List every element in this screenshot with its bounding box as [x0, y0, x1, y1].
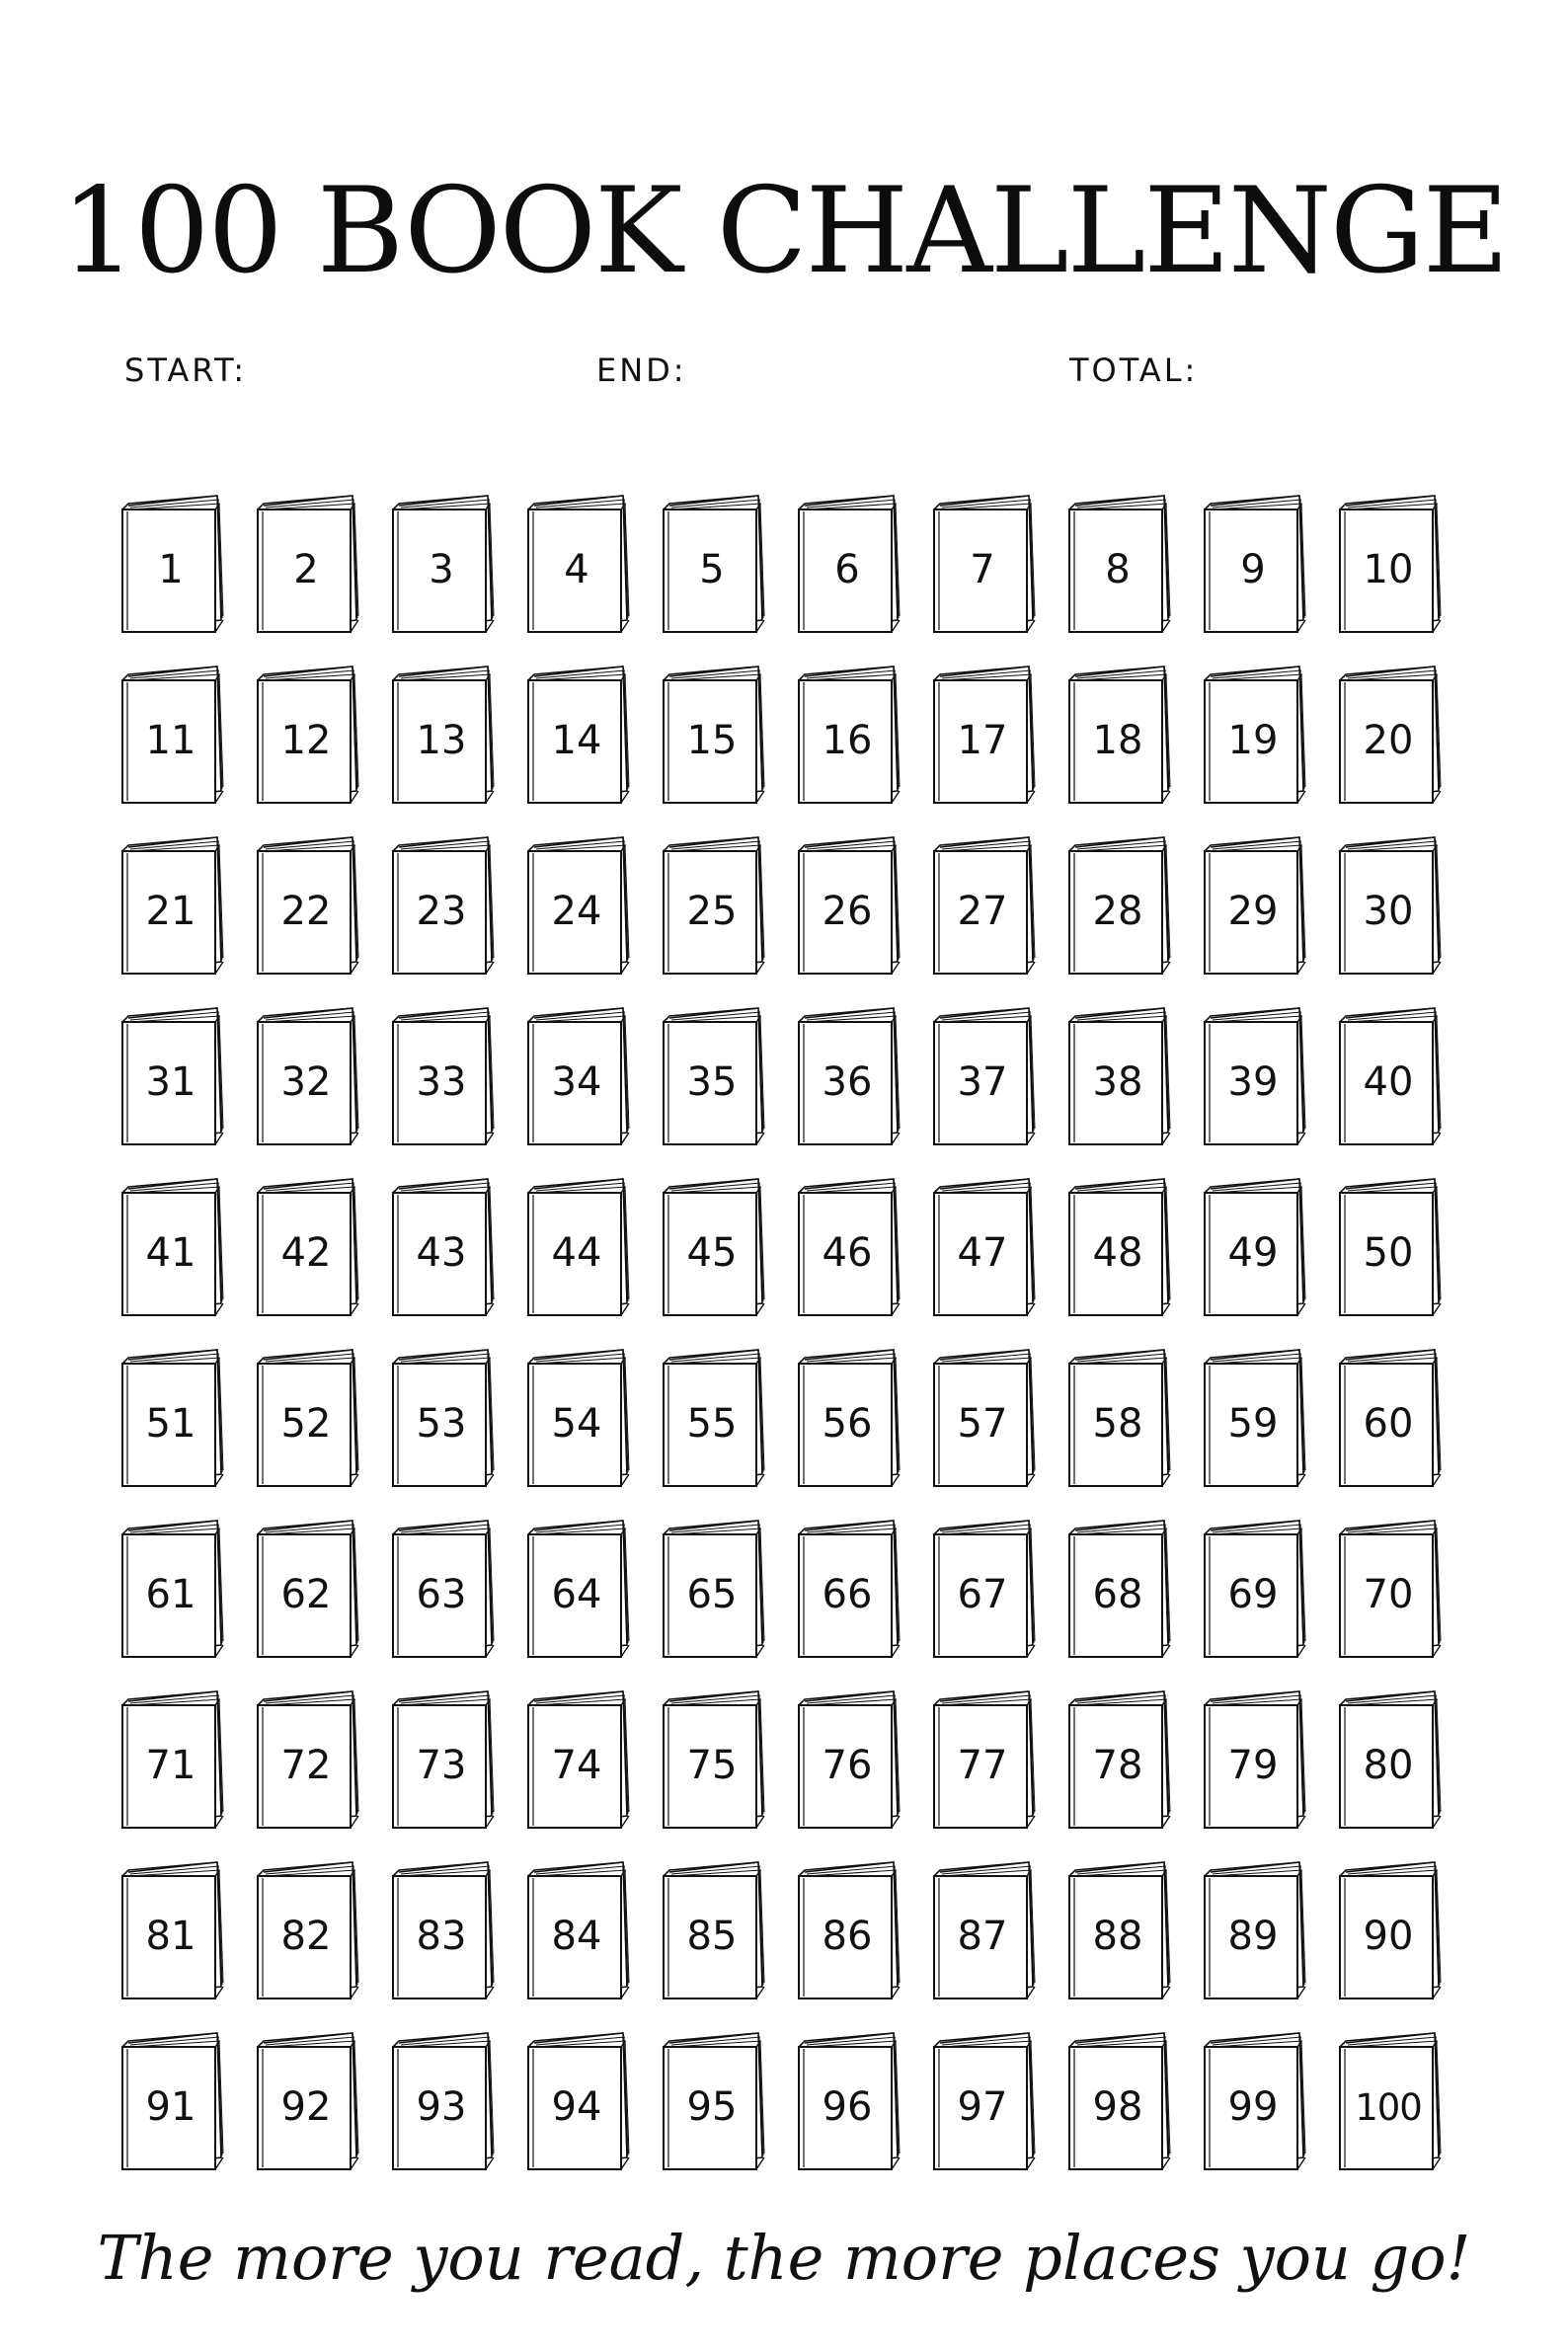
- book-cell: [1336, 1860, 1447, 2000]
- book-number: 2: [293, 547, 319, 592]
- book-number: 18: [1092, 718, 1143, 763]
- book-cell: [524, 2031, 635, 2171]
- book-number: 25: [686, 889, 738, 934]
- book-cell: [1201, 1177, 1311, 1317]
- book-cell: [795, 1348, 905, 1488]
- book-number: 57: [957, 1401, 1008, 1447]
- book-number: 29: [1227, 889, 1279, 934]
- book-grid: [118, 494, 1461, 2192]
- book-cell: [1336, 1519, 1447, 1659]
- book-cell: [930, 2031, 1041, 2171]
- book-cell: [254, 2031, 364, 2171]
- book-cell: [660, 1860, 770, 2000]
- book-number: 1: [158, 547, 184, 592]
- book-cell: [254, 1519, 364, 1659]
- book-cell: [1336, 665, 1447, 805]
- book-cell: [389, 1860, 500, 2000]
- book-cell: [524, 835, 635, 976]
- book-number: 44: [551, 1230, 602, 1276]
- book-cell: [389, 835, 500, 976]
- book-cell: [118, 1519, 229, 1659]
- book-number: 83: [416, 1914, 467, 1959]
- book-cell: [930, 1348, 1041, 1488]
- book-number: 91: [145, 2084, 196, 2130]
- book-number: 88: [1092, 1914, 1143, 1959]
- book-cell: [389, 1177, 500, 1317]
- book-number: 80: [1363, 1743, 1414, 1788]
- book-number: 73: [416, 1743, 467, 1788]
- book-number: 27: [957, 889, 1008, 934]
- book-number: 54: [551, 1401, 602, 1447]
- book-number: 98: [1092, 2084, 1143, 2130]
- book-cell: [118, 665, 229, 805]
- book-number: 53: [416, 1401, 467, 1447]
- book-cell: [524, 1348, 635, 1488]
- book-number: 28: [1092, 889, 1143, 934]
- book-number: 60: [1363, 1401, 1414, 1447]
- book-cell: [389, 1348, 500, 1488]
- book-cell: [795, 1689, 905, 1830]
- book-number: 71: [145, 1743, 196, 1788]
- book-number: 42: [280, 1230, 332, 1276]
- book-cell: [389, 2031, 500, 2171]
- book-number: 79: [1227, 1743, 1279, 1788]
- book-cell: [1065, 1177, 1176, 1317]
- book-cell: [389, 1519, 500, 1659]
- book-number: 84: [551, 1914, 602, 1959]
- book-cell: [795, 835, 905, 976]
- book-cell: [1065, 1689, 1176, 1830]
- book-cell: [930, 665, 1041, 805]
- book-number: 19: [1227, 718, 1279, 763]
- book-number: 90: [1363, 1914, 1414, 1959]
- book-cell: [1336, 1689, 1447, 1830]
- book-cell: [118, 2031, 229, 2171]
- book-cell: [795, 1519, 905, 1659]
- book-number: 67: [957, 1572, 1008, 1617]
- book-number: 94: [551, 2084, 602, 2130]
- book-number: 58: [1092, 1401, 1143, 1447]
- book-number: 70: [1363, 1572, 1414, 1617]
- start-label: START:: [124, 352, 247, 389]
- book-cell: [660, 1689, 770, 1830]
- book-cell: [1201, 1519, 1311, 1659]
- book-number: 77: [957, 1743, 1008, 1788]
- book-number: 36: [822, 1059, 873, 1105]
- book-number: 55: [686, 1401, 738, 1447]
- book-cell: [930, 494, 1041, 634]
- book-cell: [660, 494, 770, 634]
- book-cell: [660, 665, 770, 805]
- book-cell: [1336, 1006, 1447, 1146]
- book-cell: [660, 1348, 770, 1488]
- book-cell: [524, 1177, 635, 1317]
- book-number: 17: [957, 718, 1008, 763]
- book-number: 62: [280, 1572, 332, 1617]
- book-cell: [1201, 1689, 1311, 1830]
- book-number: 82: [280, 1914, 332, 1959]
- book-number: 89: [1227, 1914, 1279, 1959]
- book-number: 33: [416, 1059, 467, 1105]
- book-cell: [254, 665, 364, 805]
- book-number: 22: [280, 889, 332, 934]
- book-number: 30: [1363, 889, 1414, 934]
- book-number: 50: [1363, 1230, 1414, 1276]
- book-number: 78: [1092, 1743, 1143, 1788]
- book-cell: [524, 1860, 635, 2000]
- book-number: 12: [280, 718, 332, 763]
- book-cell: [795, 494, 905, 634]
- book-number: 39: [1227, 1059, 1279, 1105]
- book-number: 11: [145, 718, 196, 763]
- book-number: 26: [822, 889, 873, 934]
- book-cell: [1065, 665, 1176, 805]
- book-number: 63: [416, 1572, 467, 1617]
- book-cell: [930, 1006, 1041, 1146]
- book-cell: [795, 1177, 905, 1317]
- book-number: 14: [551, 718, 602, 763]
- book-number: 81: [145, 1914, 196, 1959]
- book-cell: [1065, 1006, 1176, 1146]
- book-number: 40: [1363, 1059, 1414, 1105]
- book-number: 5: [699, 547, 725, 592]
- book-cell: [1065, 1348, 1176, 1488]
- book-cell: [1201, 1006, 1311, 1146]
- book-number: 24: [551, 889, 602, 934]
- book-cell: [660, 835, 770, 976]
- book-cell: [930, 1689, 1041, 1830]
- book-number: 20: [1363, 718, 1414, 763]
- book-number: 43: [416, 1230, 467, 1276]
- book-number: 74: [551, 1743, 602, 1788]
- book-cell: [254, 1860, 364, 2000]
- book-number: 49: [1227, 1230, 1279, 1276]
- book-number: 66: [822, 1572, 873, 1617]
- book-cell: [930, 835, 1041, 976]
- book-cell: [660, 2031, 770, 2171]
- book-number: 23: [416, 889, 467, 934]
- book-cell: [1336, 1348, 1447, 1488]
- book-cell: [660, 1519, 770, 1659]
- book-cell: [254, 1348, 364, 1488]
- book-number: 100: [1355, 2085, 1422, 2129]
- book-cell: [254, 1006, 364, 1146]
- book-number: 92: [280, 2084, 332, 2130]
- book-cell: [118, 1006, 229, 1146]
- book-cell: [118, 1860, 229, 2000]
- book-number: 45: [686, 1230, 738, 1276]
- total-label: TOTAL:: [1069, 352, 1199, 389]
- book-number: 86: [822, 1914, 873, 1959]
- book-number: 32: [280, 1059, 332, 1105]
- book-cell: [795, 1006, 905, 1146]
- book-number: 6: [834, 547, 860, 592]
- book-number: 10: [1363, 547, 1414, 592]
- end-label: END:: [596, 352, 687, 389]
- book-number: 69: [1227, 1572, 1279, 1617]
- book-cell: [389, 665, 500, 805]
- book-number: 65: [686, 1572, 738, 1617]
- book-number: 9: [1240, 547, 1266, 592]
- book-number: 99: [1227, 2084, 1279, 2130]
- book-cell: [524, 665, 635, 805]
- book-cell: [1201, 1348, 1311, 1488]
- book-cell: [389, 494, 500, 634]
- book-cell: [660, 1006, 770, 1146]
- book-cell: [118, 494, 229, 634]
- book-cell: [118, 1348, 229, 1488]
- book-cell: [930, 1860, 1041, 2000]
- book-cell: [254, 835, 364, 976]
- book-number: 61: [145, 1572, 196, 1617]
- book-number: 76: [822, 1743, 873, 1788]
- book-cell: [118, 835, 229, 976]
- book-number: 51: [145, 1401, 196, 1447]
- book-number: 68: [1092, 1572, 1143, 1617]
- book-number: 75: [686, 1743, 738, 1788]
- book-number: 85: [686, 1914, 738, 1959]
- book-cell: [389, 1006, 500, 1146]
- book-number: 21: [145, 889, 196, 934]
- book-number: 56: [822, 1401, 873, 1447]
- book-cell: [118, 1689, 229, 1830]
- book-cell: [1065, 1519, 1176, 1659]
- book-number: 3: [429, 547, 454, 592]
- book-cell: [1201, 494, 1311, 634]
- book-number: 31: [145, 1059, 196, 1105]
- book-number: 97: [957, 2084, 1008, 2130]
- book-number: 15: [686, 718, 738, 763]
- book-number: 96: [822, 2084, 873, 2130]
- book-number: 72: [280, 1743, 332, 1788]
- book-number: 8: [1105, 547, 1131, 592]
- book-cell: [1336, 1177, 1447, 1317]
- book-number: 87: [957, 1914, 1008, 1959]
- book-cell: [389, 1689, 500, 1830]
- book-number: 48: [1092, 1230, 1143, 1276]
- book-number: 16: [822, 718, 873, 763]
- book-cell: [1201, 835, 1311, 976]
- book-number: 4: [564, 547, 589, 592]
- book-number: 37: [957, 1059, 1008, 1105]
- book-number: 13: [416, 718, 467, 763]
- book-cell: [1065, 835, 1176, 976]
- book-number: 41: [145, 1230, 196, 1276]
- book-cell: [930, 1177, 1041, 1317]
- quote-text: The more you read, the more places you go!: [97, 2222, 1471, 2294]
- book-number: 95: [686, 2084, 738, 2130]
- book-cell: [795, 665, 905, 805]
- book-number: 34: [551, 1059, 602, 1105]
- book-number: 35: [686, 1059, 738, 1105]
- book-cell: [795, 1860, 905, 2000]
- book-cell: [118, 1177, 229, 1317]
- book-number: 52: [280, 1401, 332, 1447]
- book-number: 7: [970, 547, 995, 592]
- book-cell: [524, 494, 635, 634]
- book-number: 38: [1092, 1059, 1143, 1105]
- book-cell: [254, 1177, 364, 1317]
- book-cell: [1065, 494, 1176, 634]
- book-number: 64: [551, 1572, 602, 1617]
- book-cell: [1201, 1860, 1311, 2000]
- book-cell: [524, 1689, 635, 1830]
- book-cell: [254, 1689, 364, 1830]
- book-cell: [254, 494, 364, 634]
- book-number: 47: [957, 1230, 1008, 1276]
- book-cell: [1065, 2031, 1176, 2171]
- book-cell: [1336, 494, 1447, 634]
- book-cell: [795, 2031, 905, 2171]
- book-number: 59: [1227, 1401, 1279, 1447]
- page-title: 100 BOOK CHALLENGE: [60, 163, 1508, 300]
- book-cell: [1201, 2031, 1311, 2171]
- book-number: 46: [822, 1230, 873, 1276]
- book-cell: [524, 1006, 635, 1146]
- book-cell: [1201, 665, 1311, 805]
- book-cell: [1065, 1860, 1176, 2000]
- book-cell: [660, 1177, 770, 1317]
- book-cell: [1336, 2031, 1447, 2171]
- book-cell: [1336, 835, 1447, 976]
- book-number: 93: [416, 2084, 467, 2130]
- book-cell: [524, 1519, 635, 1659]
- book-cell: [930, 1519, 1041, 1659]
